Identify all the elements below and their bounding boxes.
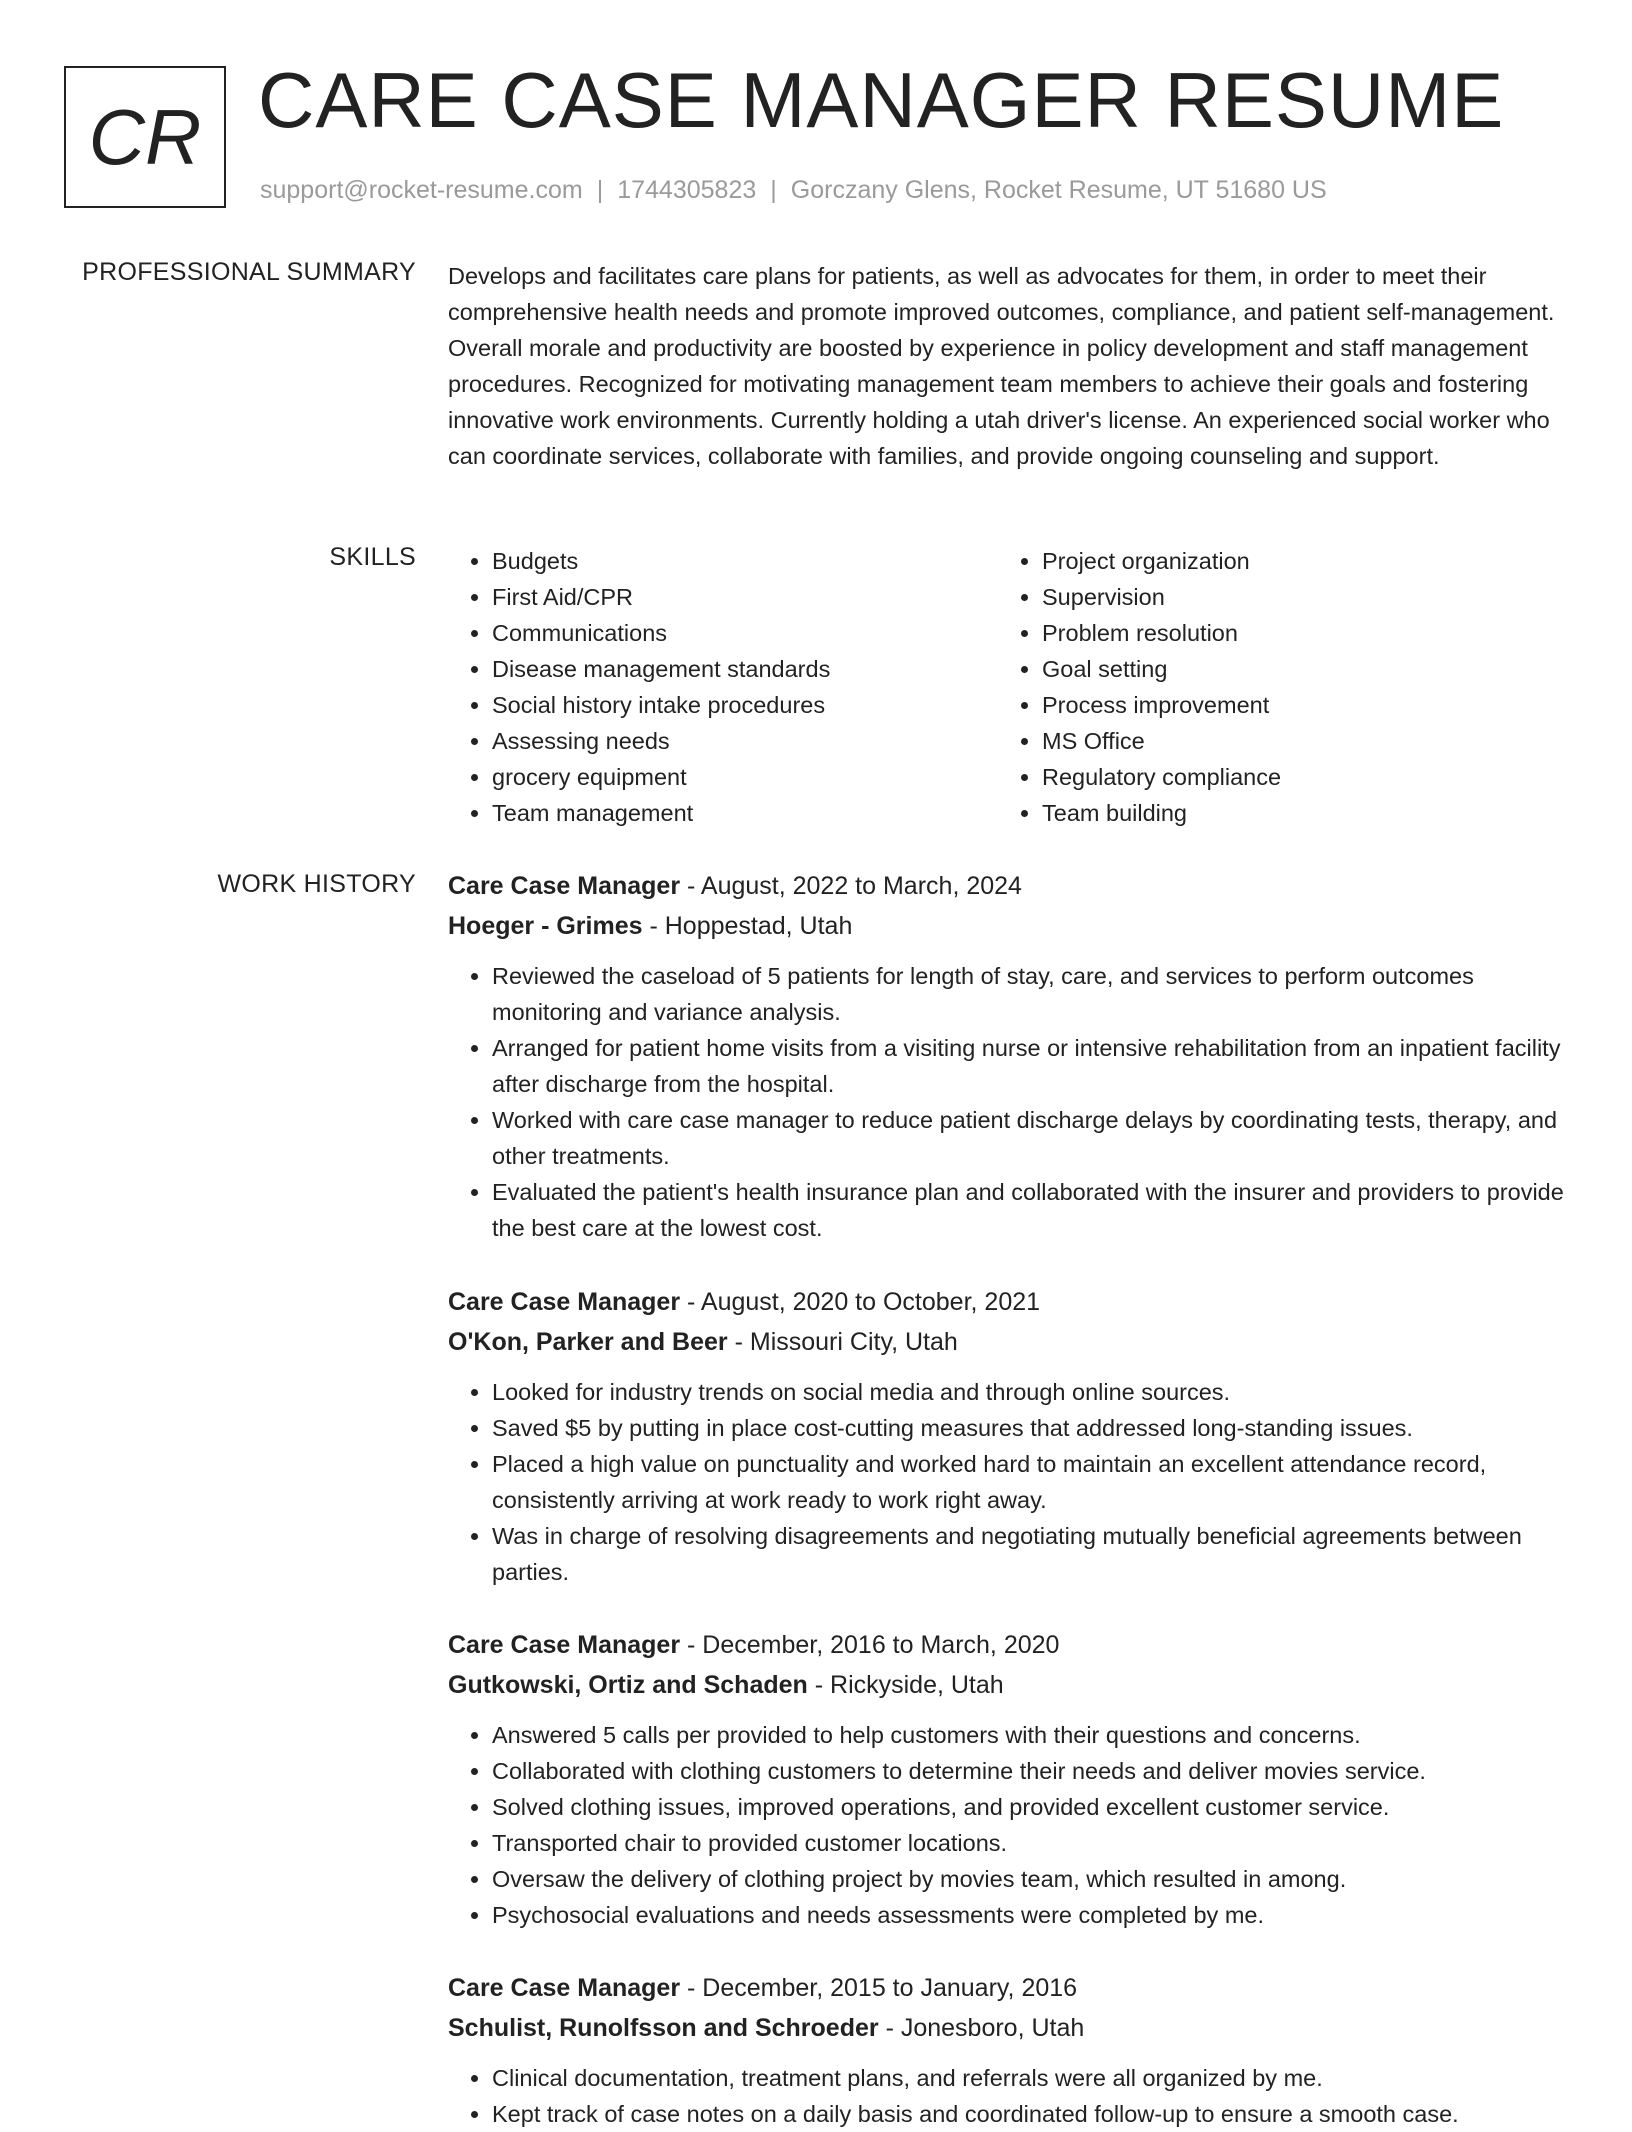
job-bullet: • Worked with care case manager to reduce patient discharge delays by coordinating tests, therapy, and other treatments.	[492, 1102, 1574, 1174]
job-bullet: • Saved $5 by putting in place cost-cutting measures that addressed long-standing issues.	[492, 1410, 1574, 1446]
summary-heading: PROFESSIONAL SUMMARY	[82, 258, 416, 286]
job-title-line	[448, 866, 1574, 906]
monogram-logo: CR	[64, 66, 226, 208]
job-bullet: • Collaborated with clothing customers to determine their needs and deliver movies service.	[492, 1753, 1574, 1789]
skill-item: • First Aid/CPR	[492, 579, 988, 615]
contact-separator: |	[770, 176, 777, 204]
skill-item: • Supervision	[1042, 579, 1538, 615]
job-bullets	[448, 2060, 1574, 2132]
skill-item: • grocery equipment	[492, 759, 988, 795]
skill-item: • Assessing needs	[492, 723, 988, 759]
job-location: - Hoppestad, Utah	[642, 912, 853, 940]
skills-list-left	[448, 543, 988, 831]
skill-item: • Social history intake procedures	[492, 687, 988, 723]
skill-item: • Team building	[1042, 795, 1538, 831]
skill-item: • Regulatory compliance	[1042, 759, 1538, 795]
job-bullet: • Oversaw the delivery of clothing project by movies team, which resulted in among.	[492, 1861, 1574, 1897]
skill-item: • Process improvement	[1042, 687, 1538, 723]
skill-item: • Budgets	[492, 543, 988, 579]
job-bullets	[448, 1717, 1574, 1933]
job-company-line	[448, 1665, 1574, 1705]
job-title: Care Case Manager	[448, 1631, 681, 1659]
skills-heading: SKILLS	[329, 543, 416, 571]
job-bullet: • Looked for industry trends on social media and through online sources.	[492, 1374, 1574, 1410]
job-dates: - August, 2020 to October, 2021	[680, 1288, 1041, 1316]
job-entry	[448, 1968, 1574, 2132]
contact-address: Gorczany Glens, Rocket Resume, UT 51680 US	[790, 176, 1327, 204]
job-bullet: • Placed a high value on punctuality and worked hard to maintain an excellent attendance record, consistently arriving at work ready to work right away.	[492, 1446, 1574, 1518]
job-dates: - December, 2015 to January, 2016	[680, 1974, 1078, 2002]
job-company: Gutkowski, Ortiz and Schaden	[448, 1671, 808, 1699]
job-entry	[448, 866, 1574, 1246]
skill-item: • MS Office	[1042, 723, 1538, 759]
job-company-line	[448, 906, 1574, 946]
contact-email[interactable]: support@rocket-resume.com	[260, 176, 583, 204]
job-bullet: • Clinical documentation, treatment plans, and referrals were all organized by me.	[492, 2060, 1574, 2096]
job-company: Schulist, Runolfsson and Schroeder	[448, 2014, 879, 2042]
contact-phone[interactable]: 1744305823	[617, 176, 757, 204]
job-bullet: • Arranged for patient home visits from a visiting nurse or intensive rehabilitation from an inpatient facility after discharge from the hospital.	[492, 1030, 1574, 1102]
skill-item: • Communications	[492, 615, 988, 651]
job-bullet: • Psychosocial evaluations and needs assessments were completed by me.	[492, 1897, 1574, 1933]
job-company: O'Kon, Parker and Beer	[448, 1328, 728, 1356]
skills-list-right	[998, 543, 1538, 831]
contact-separator: |	[596, 176, 604, 204]
job-title: Care Case Manager	[448, 1288, 681, 1316]
job-bullet: • Evaluated the patient's health insurance plan and collaborated with the insurer and providers to provide the best care at the lowest cost.	[492, 1174, 1574, 1246]
job-bullet: • Was in charge of resolving disagreements and negotiating mutually beneficial agreements between parties.	[492, 1518, 1574, 1590]
contact-line	[260, 176, 1327, 205]
skill-item: • Goal setting	[1042, 651, 1538, 687]
job-title-line	[448, 1968, 1574, 2008]
work-history-heading: WORK HISTORY	[217, 870, 416, 898]
job-bullet: • Kept track of case notes on a daily basis and coordinated follow-up to ensure a smooth case.	[492, 2096, 1574, 2132]
skill-item: • Problem resolution	[1042, 615, 1538, 651]
job-location: - Rickyside, Utah	[807, 1671, 1004, 1699]
job-bullet: • Transported chair to provided customer locations.	[492, 1825, 1574, 1861]
job-dates: - August, 2022 to March, 2024	[680, 872, 1022, 900]
summary-text: Develops and facilitates care plans for patients, as well as advocates for them, in order to meet their comprehensive health needs and promote improved outcomes, compliance, and patient self-management. Overall morale and productivity are boosted by experience in policy development and staff management procedures. Recognized for motivating management team members to achieve their goals and fostering innovative work environments. Currently holding a utah driver's license. An experienced social worker who can coordinate services, collaborate with families, and provide ongoing counseling and support.	[448, 263, 1555, 469]
job-bullet: • Solved clothing issues, improved operations, and provided excellent customer service.	[492, 1789, 1574, 1825]
job-bullet: • Reviewed the caseload of 5 patients for length of stay, care, and services to perform outcomes monitoring and variance analysis.	[492, 958, 1574, 1030]
job-company: Hoeger - Grimes	[448, 912, 643, 940]
job-bullets	[448, 1374, 1574, 1590]
skill-item: • Disease management standards	[492, 651, 988, 687]
job-bullet: • Answered 5 calls per provided to help customers with their questions and concerns.	[492, 1717, 1574, 1753]
resume-title: CARE CASE MANAGER RESUME	[258, 56, 1505, 144]
skill-item: • Team management	[492, 795, 988, 831]
job-entry	[448, 1282, 1574, 1590]
job-bullets	[448, 958, 1574, 1246]
skill-item: • Project organization	[1042, 543, 1538, 579]
job-title: Care Case Manager	[448, 872, 681, 900]
job-location: - Missouri City, Utah	[727, 1328, 958, 1356]
job-title-line	[448, 1625, 1574, 1665]
job-company-line	[448, 2008, 1574, 2048]
job-title-line	[448, 1282, 1574, 1322]
job-dates: - December, 2016 to March, 2020	[680, 1631, 1060, 1659]
job-title: Care Case Manager	[448, 1974, 681, 2002]
job-company-line	[448, 1322, 1574, 1362]
job-location: - Jonesboro, Utah	[878, 2014, 1085, 2042]
job-entry	[448, 1625, 1574, 1933]
